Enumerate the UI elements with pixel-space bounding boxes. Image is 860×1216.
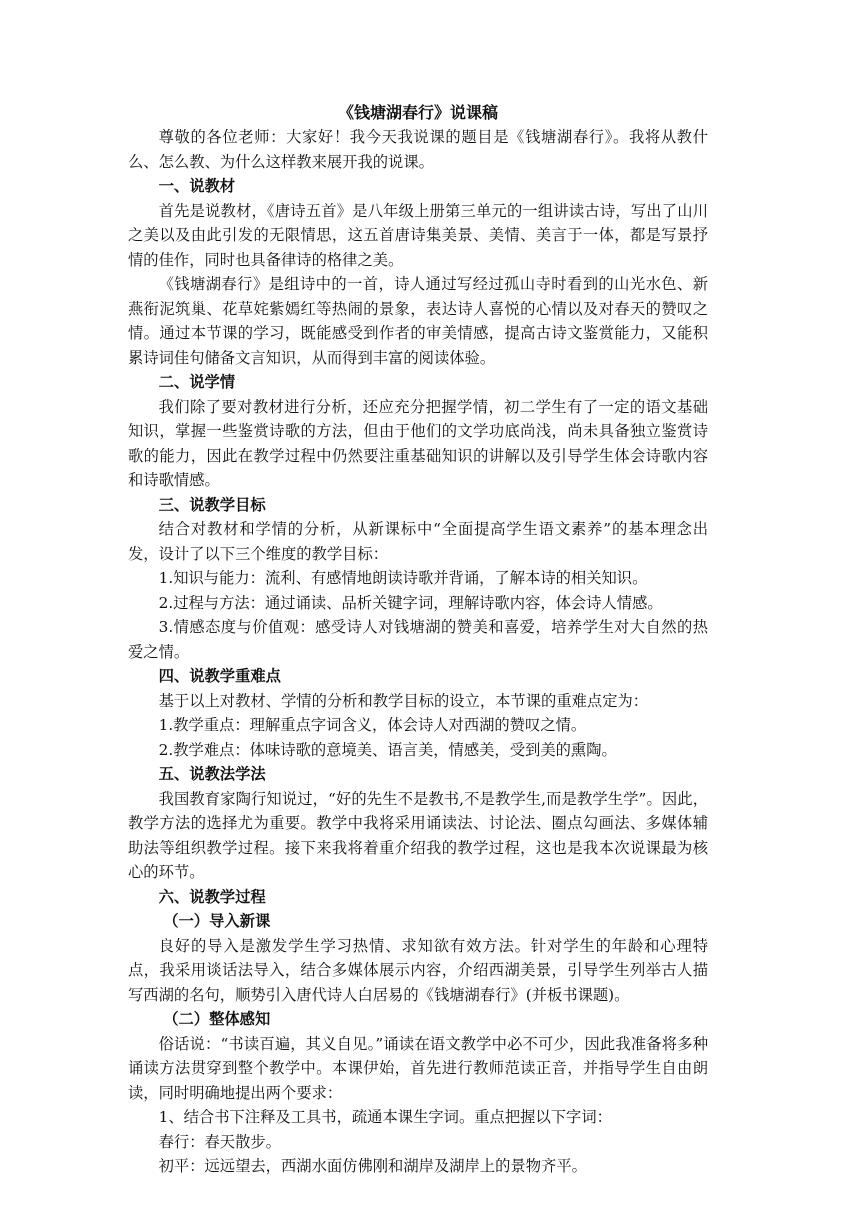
document-title: 《钱塘湖春行》说课稿 (337, 103, 498, 122)
key-point-item-1: 1.教学重点：理解重点字词含义，体会诗人对西湖的赞叹之情。 (158, 716, 587, 734)
paragraph-introduction: 良好的导入是激发学生学习热情、求知欲有效方法。针对学生的年龄和心理特点，我采用谈话法导入，结合多媒体展示内容，介绍西湖美景，引导学生列举古人描写西湖的名句，顺势引入唐代诗人白居易的《钱塘湖春行》(并板书课题)。 (128, 936, 708, 1004)
vocab-chuping: 初平：远远望去，西湖水面仿佛刚和湖岸及湖岸上的景物齐平。 (158, 1157, 587, 1175)
paragraph-objectives-intro: 结合对教材和学情的分析，从新课标中“全面提高学生语文素养”的基本理念出发，设计了以下三个维度的教学目标： (128, 520, 708, 563)
paragraph-students: 我们除了要对教材进行分析，还应充分把握学情，初二学生有了一定的语文基础知识，掌握一些鉴赏诗歌的方法，但由于他们的文学功底尚浅，尚未具备独立鉴赏诗歌的能力，因此在教学过程中仍然要注重基础知识的讲解以及引导学生体会诗歌内容和诗歌情感。 (128, 397, 708, 489)
paragraph-methods: 我国教育家陶行知说过，“好的先生不是教书,不是教学生,而是教学生学”。因此，教学方法的选择尤为重要。教学中我将采用诵读法、讨论法、圈点勾画法、多媒体辅助法等组织教学过程。接下来我将着重介绍我的教学过程，这也是我本次说课最为核心的环节。 (128, 789, 708, 881)
heading-students: 二、说学情 (158, 373, 236, 391)
paragraph-greeting: 尊敬的各位老师：大家好！我今天我说课的题目是《钱塘湖春行》。我将从教什么、怎么教、为什么这样教来展开我的说课。 (128, 128, 708, 171)
key-point-item-2: 2.教学难点：体味诗歌的意境美、语言美，情感美，受到美的熏陶。 (158, 740, 617, 759)
subheading-introduction: （一）导入新课 (163, 912, 271, 930)
heading-process: 六、说教学过程 (158, 887, 266, 906)
paragraph-reading: 俗话说：“书读百遍，其义自见。”诵读在语文教学中必不可少，因此我准备将多种诵读方法贯穿到整个教学中。本课伊始，首先进行教师范读正音，并指导学生自由朗读，同时明确地提出两个要求： (128, 1034, 708, 1102)
heading-textbook: 一、说教材 (158, 177, 236, 195)
heading-key-points: 四、说教学重难点 (158, 667, 281, 685)
heading-methods: 五、说教法学法 (158, 765, 266, 783)
objective-item-3: 3.情感态度与价值观：感受诗人对钱塘湖的赞美和喜爱，培养学生对大自然的热爱之情。 (128, 618, 708, 661)
paragraph-key-points-intro: 基于以上对教材、学情的分析和教学目标的设立，本节课的重难点定为： (158, 691, 649, 710)
objective-item-2: 2.过程与方法：通过诵读、品析关键字词，理解诗歌内容，体会诗人情感。 (158, 593, 663, 612)
heading-objectives: 三、说教学目标 (158, 495, 266, 514)
paragraph-textbook-intro: 首先是说教材，《唐诗五首》是八年级上册第三单元的一组讲读古诗，写出了山川之美以及由此引发的无限情思，这五首唐诗集美景、美情、美言于一体，都是写景抒情的佳作，同时也具备律诗的格律之美。 (128, 201, 708, 269)
requirement-item-1: 1、结合书下注释及工具书，疏通本课生字词。重点把握以下字词： (158, 1108, 612, 1126)
paragraph-poem-content: 《钱塘湖春行》是组诗中的一首，诗人通过写经过孤山寺时看到的山光水色、新燕衔泥筑巢、花草姹紫嫣红等热闹的景象，表达诗人喜悦的心情以及对春天的赞叹之情。通过本节课的学习，既能感受到作者的审美情感，提高古诗文鉴赏能力，又能积累诗词佳句储备文言知识，从而得到丰富的阅读体验。 (128, 275, 708, 367)
vocab-chunxing: 春行：春天散步。 (158, 1132, 281, 1151)
subheading-overall-perception: （二）整体感知 (163, 1010, 271, 1028)
objective-item-1: 1.知识与能力：流利、有感情地朗读诗歌并背诵，了解本诗的相关知识。 (158, 569, 648, 587)
document-body (128, 101, 708, 1179)
